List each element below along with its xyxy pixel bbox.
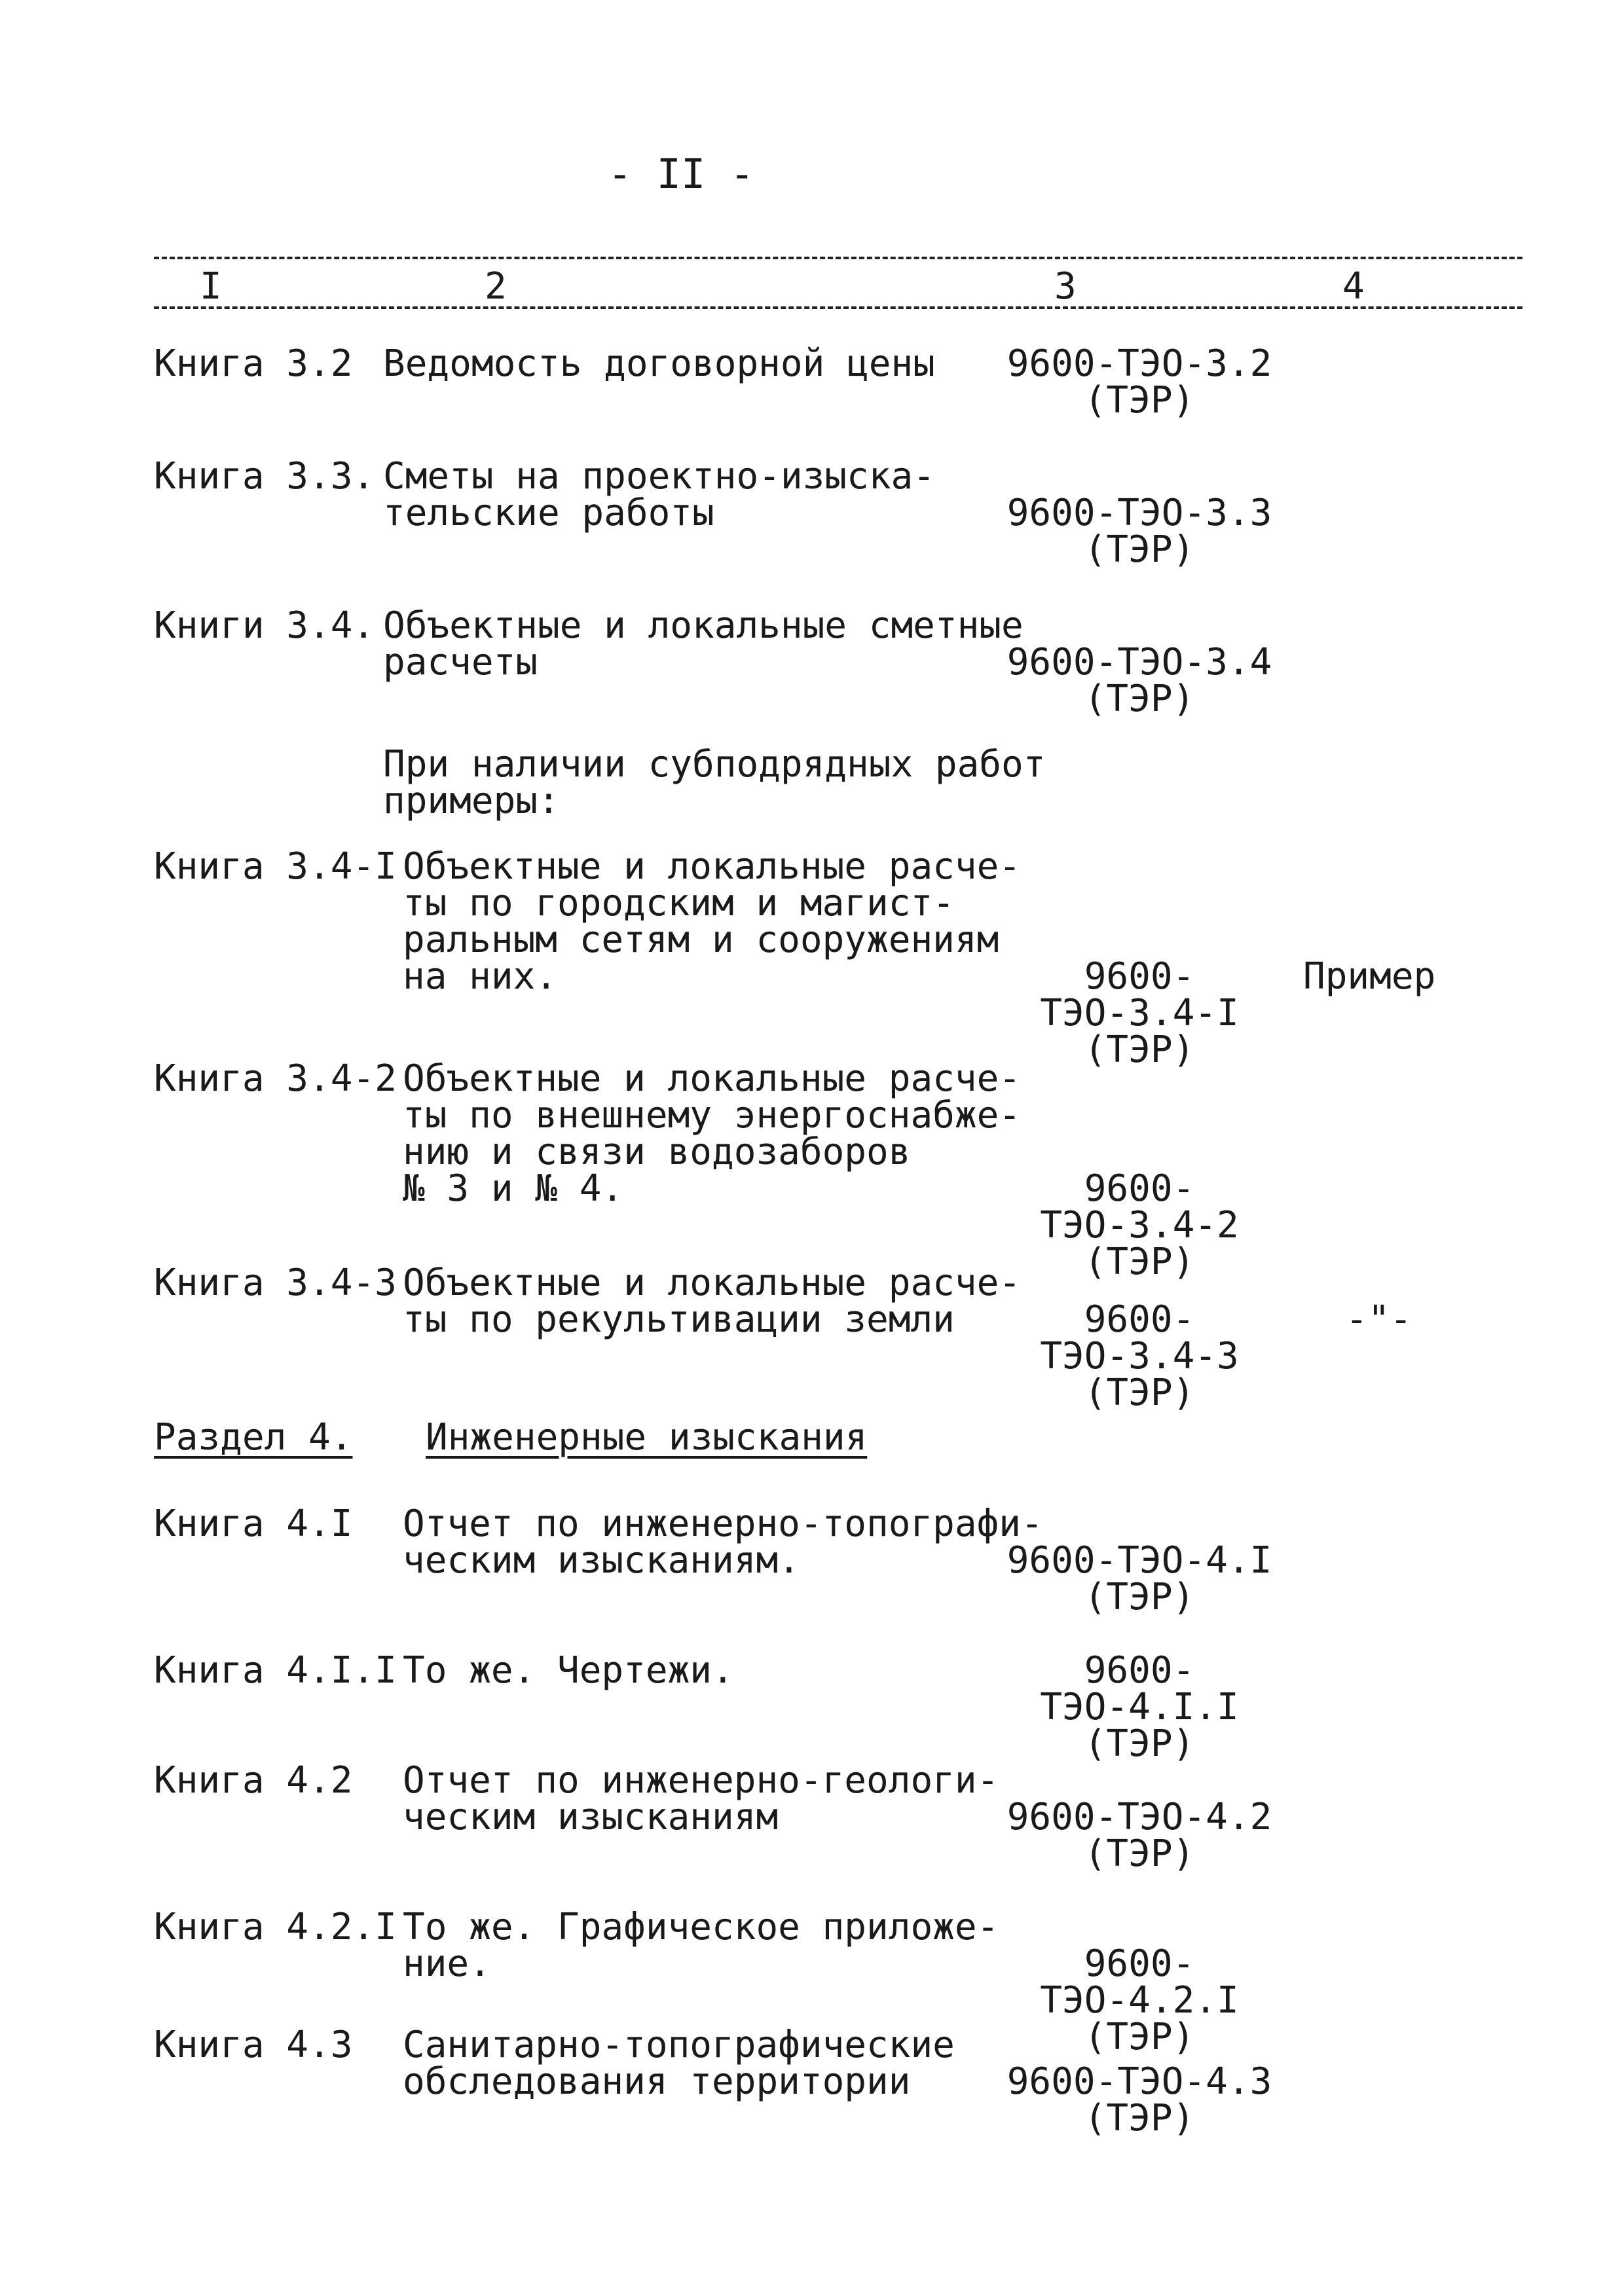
doc-code: 9600-ТЭО-3.2 (ТЭР) (1006, 342, 1272, 422)
book-number: Книга 3.2 (154, 342, 353, 385)
book-number: Книга 4.2.I (154, 1906, 397, 1948)
doc-code: 9600-ТЭО-3.3 (ТЭР) (1006, 492, 1272, 571)
column-header-2: 2 (485, 265, 507, 308)
book-title: Объектные и локальные сметные расчеты (383, 604, 1024, 683)
entry-note: Пример (1303, 955, 1436, 998)
book-title: Объектные и локальные расче- ты по городским и магист- ральным сетям и сооружениям на них. (403, 845, 1022, 998)
column-header-4: 4 (1342, 265, 1365, 308)
doc-code: 9600-ТЭО-4.2 (ТЭР) (1006, 1796, 1272, 1875)
doc-code: 9600-ТЭО-3.4-3 (ТЭР) (1040, 1298, 1239, 1414)
book-number: Книга 4.I (154, 1503, 353, 1545)
table-header-rule-top (154, 257, 1522, 259)
subcontract-note: При наличии субподрядных работ примеры: (383, 743, 1046, 822)
book-title: Отчет по инженерно-геологи- ческим изысканиям (403, 1759, 999, 1838)
doc-code: 9600-ТЭО-3.4-2 (ТЭР) (1040, 1167, 1239, 1283)
doc-code: 9600-ТЭО-4.2.I (ТЭР) (1040, 1942, 1239, 2058)
doc-code: 9600-ТЭО-4.3 (ТЭР) (1006, 2060, 1272, 2140)
doc-code: 9600-ТЭО-4.I (ТЭР) (1006, 1539, 1272, 1618)
table-header-rule-bottom (154, 306, 1522, 309)
doc-code: 9600-ТЭО-4.I.I (ТЭР) (1040, 1649, 1239, 1765)
book-title: Ведомость договорной цены (383, 342, 935, 385)
book-number: Книга 3.3. (154, 455, 375, 498)
book-title: То же. Чертежи. (403, 1649, 734, 1692)
book-title: Отчет по инженерно-топографи- ческим изысканиям. (403, 1503, 1043, 1582)
book-title: Объектные и локальные расче- ты по рекультивации земли (403, 1262, 1022, 1341)
book-title: Санитарно-топографические обследования территории (403, 2024, 955, 2103)
book-title: Объектные и локальные расче- ты по внешнему энергоснабже- нию и связи водозаборов № 3 и № 4. (403, 1057, 1022, 1210)
column-header-3: 3 (1054, 265, 1077, 308)
book-number: Книга 3.4-3 (154, 1262, 397, 1304)
book-title: То же. Графическое приложе- ние. (403, 1906, 999, 1985)
entry-note: -"- (1346, 1298, 1412, 1341)
book-number: Книга 3.4-2 (154, 1057, 397, 1100)
doc-code: 9600-ТЭО-3.4 (ТЭР) (1006, 641, 1272, 720)
page-number: - II - (608, 150, 754, 198)
section-number: Раздел 4. (154, 1416, 353, 1459)
column-header-1: I (200, 265, 222, 308)
book-number: Книга 4.I.I (154, 1649, 397, 1692)
book-number: Книги 3.4. (154, 604, 375, 647)
section-title: Инженерные изыскания (426, 1416, 868, 1459)
book-number: Книга 4.3 (154, 2024, 353, 2066)
book-number: Книга 3.4-I (154, 845, 397, 888)
book-number: Книга 4.2 (154, 1759, 353, 1802)
doc-code: 9600-ТЭО-3.4-I (ТЭР) (1040, 955, 1239, 1071)
book-title: Сметы на проектно-изыска- тельские работы (383, 455, 935, 534)
